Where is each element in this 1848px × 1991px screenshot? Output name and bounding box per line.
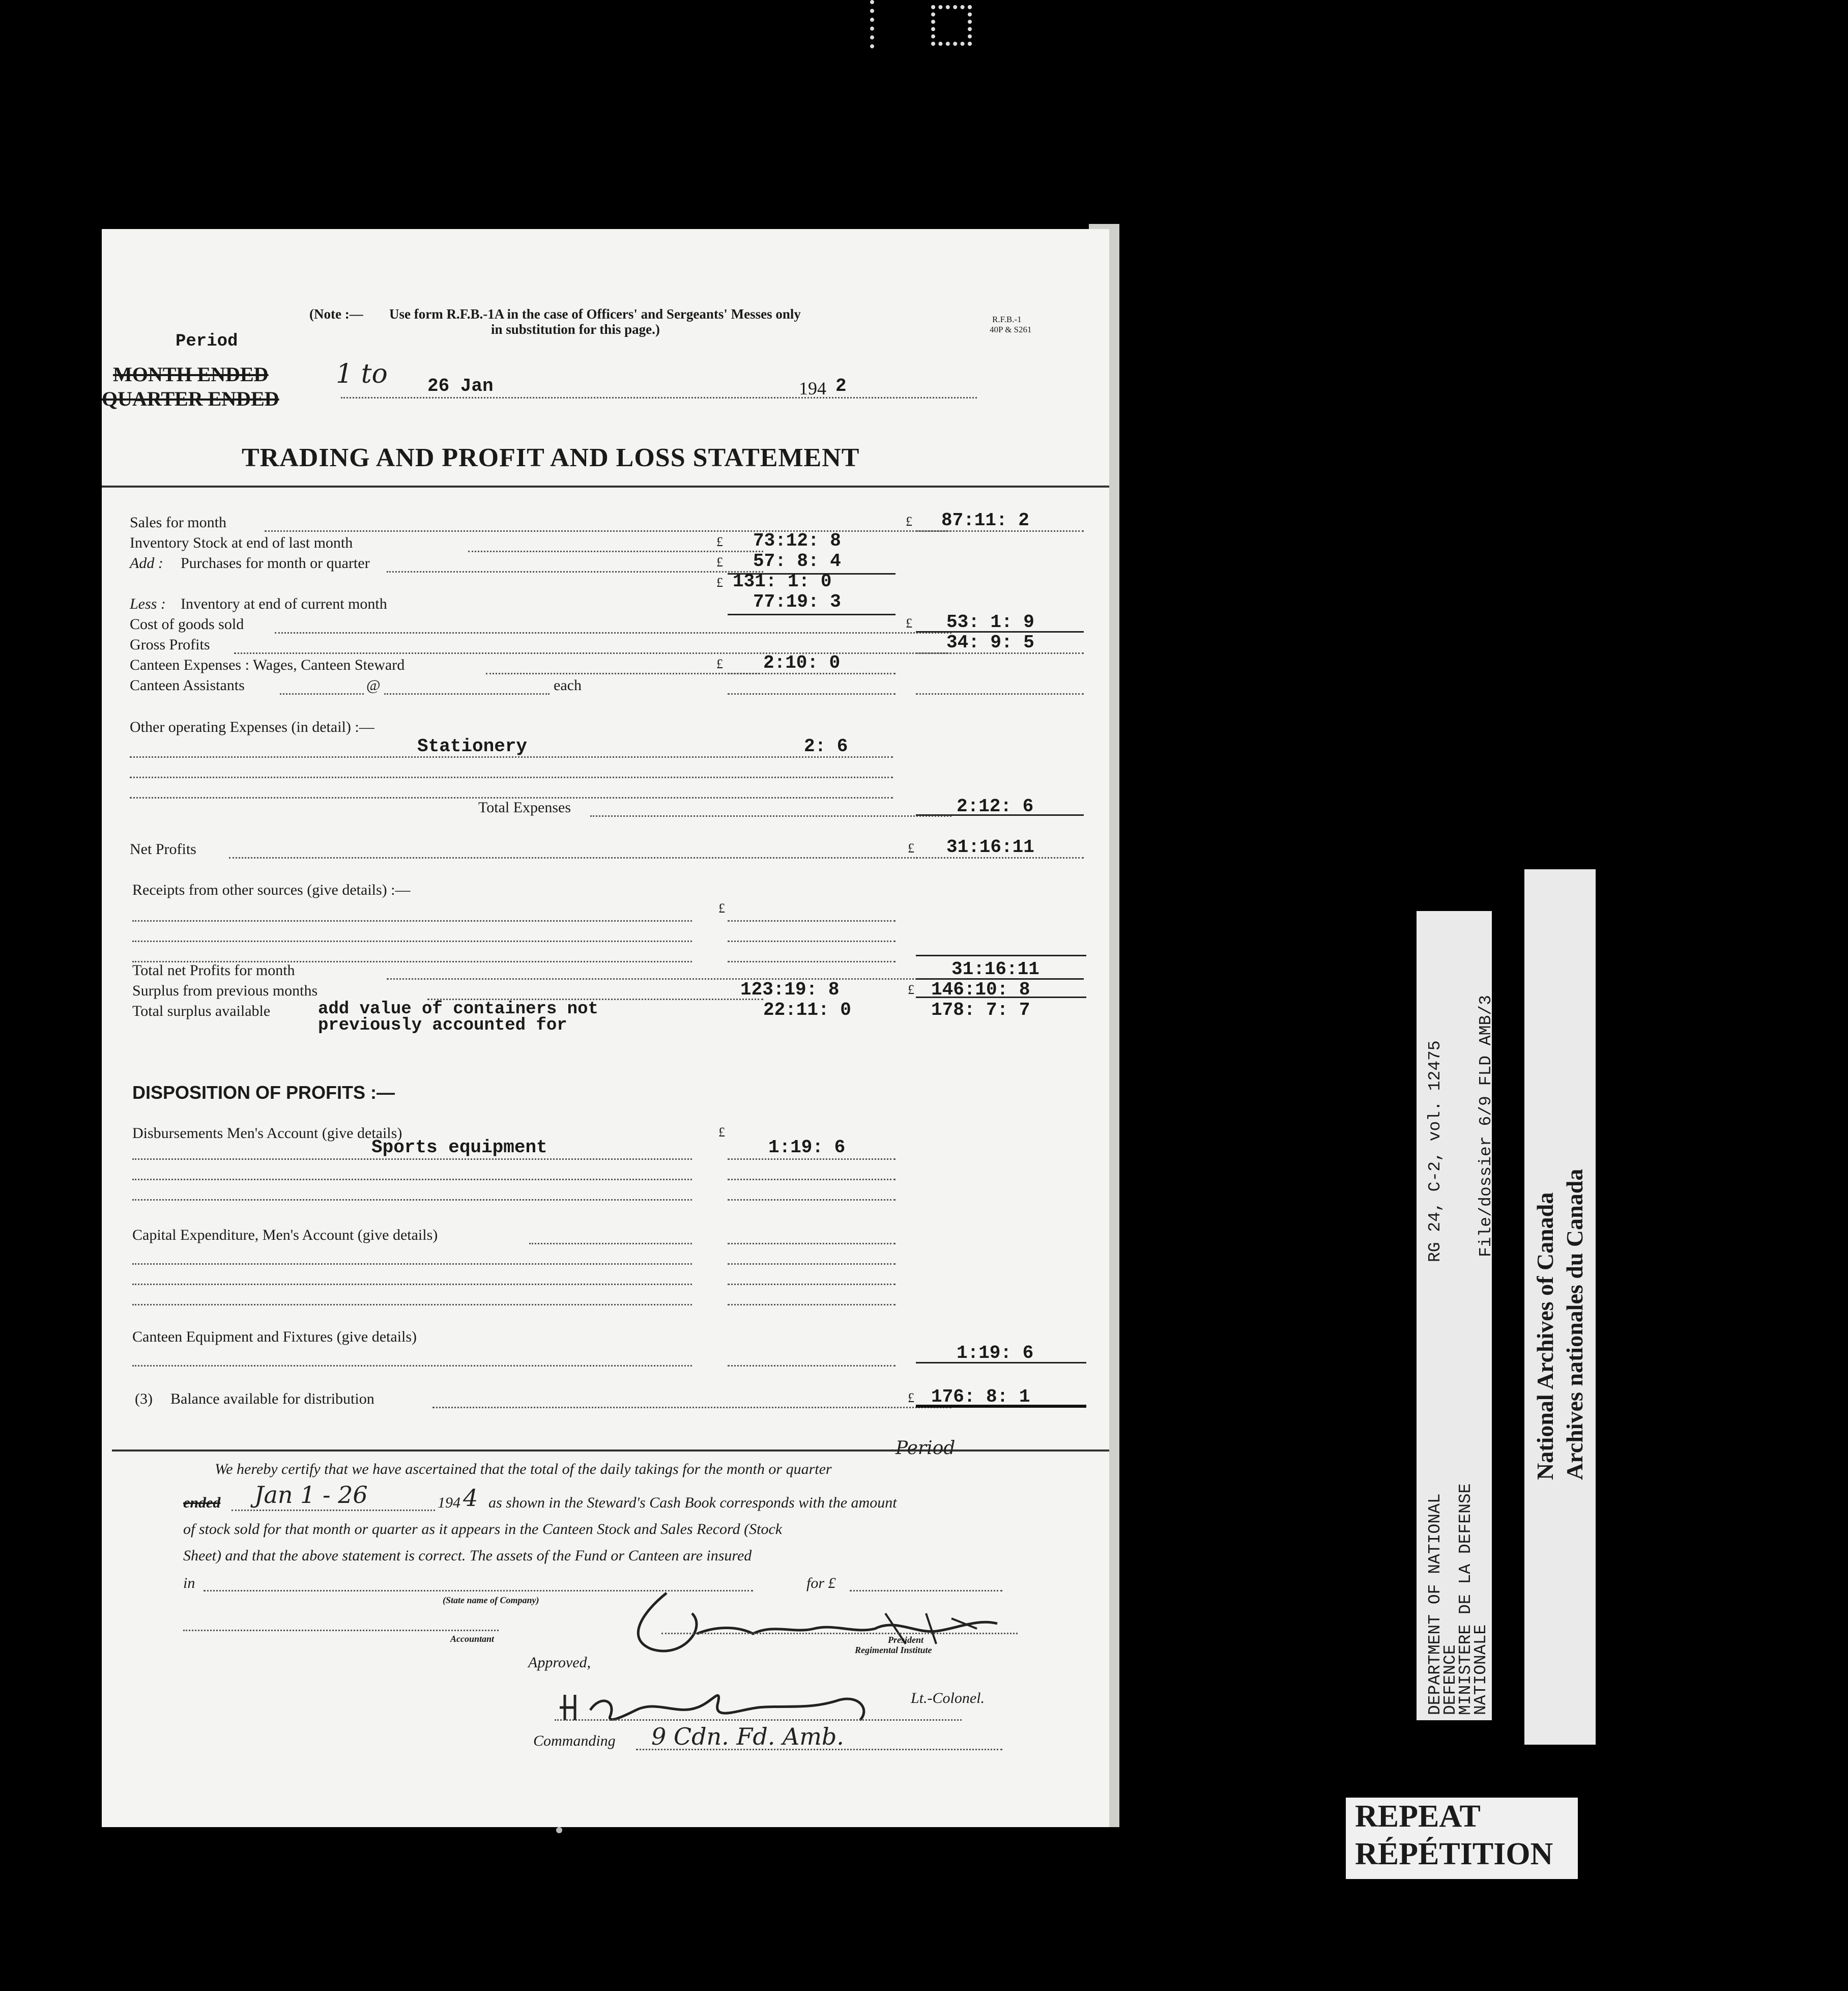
- net-profits-dots: [229, 857, 951, 859]
- total-expenses-amount: 2:12: 6: [957, 796, 1034, 817]
- cert-ended: ended: [183, 1494, 221, 1511]
- disbursements-amount-1: [728, 1158, 896, 1160]
- date-dotted-line: [341, 397, 977, 399]
- dept-line-3: MINISTERE DE LA DEFENSE: [1456, 1483, 1475, 1715]
- inventory-last-dots: [468, 551, 763, 552]
- lt-colonel-label: Lt.-Colonel.: [911, 1690, 985, 1706]
- total-expenses-label: Total Expenses: [478, 799, 571, 816]
- cert-line-3: of stock sold for that month or quarter as it appears in the Canteen Stock and Sales Record (Stock: [183, 1521, 783, 1538]
- month-ended-label: MONTH ENDED: [113, 363, 269, 386]
- receipts-total-rule: [916, 955, 1086, 956]
- total-expenses-dots: [590, 815, 951, 817]
- subtotal-amount: 131: 1: 0: [733, 571, 832, 592]
- canteen-expenses-label: Canteen Expenses : Wages, Canteen Steward: [130, 657, 405, 673]
- gross-profits-dots: [234, 652, 951, 654]
- at-sign: @: [366, 677, 381, 694]
- total-surplus-amount: 178: 7: 7: [931, 1000, 1030, 1020]
- assistants-dots: [280, 693, 364, 695]
- cert-year: 194: [438, 1494, 460, 1511]
- repeat-en: REPEAT: [1355, 1799, 1481, 1834]
- form-code-2: 40P & S261: [990, 325, 1032, 334]
- capital-line-0: [529, 1243, 692, 1244]
- title-rule: [102, 486, 1109, 488]
- other-expenses-label: Other operating Expenses (in detail) :—: [130, 719, 374, 735]
- archive-ref-line-1: RG 24, C-2, vol. 12475: [1426, 1040, 1445, 1262]
- inventory-current-amount: 77:19: 3: [753, 591, 841, 612]
- president-caption-2: Regimental Institute: [855, 1645, 932, 1655]
- receipts-amount-1: [728, 920, 896, 922]
- disbursements-label: Disbursements Men's Account (give details): [132, 1125, 402, 1142]
- period-word: Period: [176, 332, 238, 351]
- president-dots: [661, 1633, 1018, 1634]
- cert-line-1: We hereby certify that we have ascertained that the total of the daily takings for the month or quarter: [215, 1461, 832, 1477]
- sales-label: Sales for month: [130, 514, 226, 531]
- repeat-fr: RÉPÉTITION: [1355, 1837, 1553, 1871]
- receipts-line-1: [132, 920, 692, 922]
- frame-mark: [931, 5, 972, 46]
- pound-sign: £: [718, 1125, 725, 1140]
- equipment-amount: 1:19: 6: [957, 1343, 1034, 1363]
- net-profits-amount: 31:16:11: [946, 837, 1034, 858]
- pound-sign: £: [716, 575, 723, 590]
- balance-rule: [916, 1405, 1086, 1408]
- commanding-label: Commanding: [533, 1732, 616, 1749]
- archives-name-en: National Archives of Canada: [1532, 1192, 1558, 1480]
- cert-in: in: [183, 1575, 195, 1591]
- surplus-previous-amount: 123:19: 8: [740, 979, 840, 1000]
- receipts-label: Receipts from other sources (give details) :—: [132, 881, 411, 898]
- total-net-profits-amount: 31:16:11: [951, 959, 1040, 980]
- receipts-amount-3: [728, 961, 896, 962]
- balance-number: (3): [135, 1390, 153, 1407]
- president-signature: [621, 1583, 1007, 1659]
- cost-goods-dots: [275, 632, 951, 634]
- equipment-rule: [916, 1362, 1086, 1363]
- cert-for-pound: for £: [806, 1575, 836, 1591]
- cert-handwritten-dates: Jan 1 - 26: [254, 1481, 368, 1509]
- balance-dots: [432, 1407, 951, 1408]
- disbursements-line-3: [132, 1199, 692, 1201]
- assistants-rate-dots: [384, 693, 550, 695]
- pound-sign: £: [716, 657, 723, 671]
- note-line-1: Use form R.F.B.-1A in the case of Officers' and Sergeants' Messes only: [389, 306, 801, 322]
- commanding-officer-signature: [555, 1680, 972, 1725]
- archives-name-fr: Archives nationales du Canada: [1562, 1169, 1587, 1480]
- assistants-amount-dots: [728, 693, 896, 695]
- receipts-amount-2: [728, 941, 896, 942]
- containers-note-2: previously accounted for: [318, 1016, 567, 1035]
- equipment-amount-dots: [728, 1365, 896, 1367]
- canteen-assistants-label: Canteen Assistants: [130, 677, 245, 694]
- pound-sign: £: [908, 982, 914, 997]
- commanding-dots: [555, 1719, 962, 1721]
- canteen-expenses-dots: [486, 673, 763, 674]
- note-line-2: in substitution for this page.): [491, 322, 660, 337]
- statement-page: [102, 229, 1109, 1827]
- pound-sign: £: [716, 555, 723, 570]
- balance-label: Balance available for distribution: [170, 1390, 374, 1407]
- repeat-stamp: [1346, 1798, 1578, 1879]
- capital-amount-2: [728, 1284, 896, 1285]
- note-label: (Note :—: [309, 306, 363, 322]
- stationery-amount: 2: 6: [804, 736, 848, 757]
- archive-reference-strip: [1417, 911, 1495, 1720]
- capital-line-2: [132, 1284, 692, 1285]
- other-expense-line-1: [130, 756, 893, 758]
- cost-goods-label: Cost of goods sold: [130, 616, 244, 633]
- accountant-caption: Accountant: [450, 1634, 495, 1644]
- disbursements-amount-2: [728, 1179, 896, 1180]
- statement-title: TRADING AND PROFIT AND LOSS STATEMENT: [242, 443, 860, 472]
- punch-hole: [556, 1827, 562, 1833]
- capital-amount-0: [728, 1243, 896, 1244]
- purchases-label: Purchases for month or quarter: [181, 555, 370, 572]
- cert-line-4: Sheet) and that the above statement is correct. The assets of the Fund or Canteen are insured: [183, 1547, 752, 1564]
- pound-sign: £: [908, 841, 914, 856]
- containers-note-1: add value of containers not: [318, 1000, 598, 1019]
- sales-amount-dots: [916, 530, 1084, 532]
- pound-sign: £: [906, 616, 912, 631]
- total-net-profits-label: Total net Profits for month: [132, 962, 295, 979]
- sports-item: Sports equipment: [371, 1137, 547, 1158]
- capital-amount-1: [728, 1263, 896, 1265]
- frame-mark: [870, 0, 889, 48]
- archive-ref-line-2: File/dossier 6/9 FLD AMB/3: [1477, 995, 1495, 1257]
- gross-profits-amount-dots: [916, 652, 1084, 654]
- inventory-current-label: Inventory at end of current month: [181, 595, 387, 612]
- less-label: Less :: [130, 595, 166, 612]
- period-handwriting: 1 to: [336, 359, 388, 389]
- net-profits-amount-dots: [916, 857, 1084, 859]
- add-label: Add :: [130, 555, 163, 572]
- gross-profits-label: Gross Profits: [130, 636, 210, 653]
- unit-handwritten: 9 Cdn. Fd. Amb.: [651, 1723, 844, 1750]
- disbursements-amount-3: [728, 1199, 896, 1201]
- capital-label: Capital Expenditure, Men's Account (give details): [132, 1227, 438, 1243]
- accountant-dots: [183, 1630, 499, 1631]
- certificate-rule: [112, 1449, 1109, 1452]
- capital-line-1: [132, 1263, 692, 1265]
- inventory-last-amount: 73:12: 8: [753, 530, 841, 551]
- year-prefix: 194: [799, 378, 826, 399]
- year-digit: 2: [835, 376, 847, 396]
- other-expense-line-3: [130, 797, 893, 799]
- stationery-item: Stationery: [417, 736, 528, 757]
- sales-amount: 87:11: 2: [941, 510, 1029, 531]
- national-archives-strip: [1524, 869, 1596, 1745]
- dept-line-1: DEPARTMENT OF NATIONAL: [1426, 1493, 1445, 1715]
- pound-sign: £: [908, 1390, 914, 1405]
- sales-dots: [265, 530, 951, 532]
- cost-goods-amount: 53: 1: 9: [946, 612, 1034, 633]
- dept-line-4: NATIONALE: [1471, 1624, 1490, 1715]
- cert-date-dots: [232, 1510, 435, 1511]
- containers-amount: 22:11: 0: [763, 1000, 851, 1020]
- form-code: R.F.B.-1: [992, 315, 1022, 324]
- surplus-total-amount: 146:10: 8: [931, 979, 1030, 1000]
- dept-line-2: DEFENCE: [1441, 1644, 1460, 1715]
- wages-amount-dots: [728, 673, 896, 674]
- inventory-current-rule: [728, 614, 896, 615]
- balance-amount: 176: 8: 1: [931, 1386, 1030, 1407]
- sports-amount: 1:19: 6: [768, 1137, 846, 1158]
- pound-sign: £: [716, 534, 723, 549]
- total-expenses-rule: [916, 814, 1084, 816]
- receipts-line-2: [132, 941, 692, 942]
- gross-profits-amount: 34: 9: 5: [946, 632, 1034, 653]
- other-expense-line-2: [130, 777, 893, 778]
- total-surplus-label: Total surplus available: [132, 1003, 271, 1019]
- surplus-previous-label: Surplus from previous months: [132, 982, 318, 999]
- total-net-profits-dots: [387, 978, 951, 980]
- inventory-last-label: Inventory Stock at end of last month: [130, 534, 353, 551]
- capital-line-3: [132, 1304, 692, 1305]
- cert-line-2: as shown in the Steward's Cash Book corresponds with the amount: [488, 1494, 897, 1511]
- period-date: 26 Jan: [427, 376, 494, 396]
- equipment-label: Canteen Equipment and Fixtures (give details): [132, 1328, 417, 1345]
- net-profits-label: Net Profits: [130, 841, 196, 858]
- surplus-total-rule: [916, 997, 1086, 998]
- purchases-dots: [387, 571, 763, 573]
- wages-amount: 2:10: 0: [763, 652, 841, 673]
- pound-sign: £: [906, 514, 912, 529]
- disbursements-line-2: [132, 1179, 692, 1180]
- approved-label: Approved,: [528, 1654, 591, 1671]
- cert-company-caption: (State name of Company): [443, 1595, 539, 1605]
- capital-amount-3: [728, 1304, 896, 1305]
- assistants-total-dots: [916, 693, 1084, 695]
- pound-sign: £: [718, 901, 725, 916]
- each-label: each: [554, 677, 582, 694]
- purchases-amount: 57: 8: 4: [753, 551, 841, 572]
- cert-year-handwritten: 4: [463, 1484, 478, 1512]
- president-caption-1: President: [888, 1635, 923, 1645]
- cert-handwritten-period: Period: [896, 1438, 956, 1459]
- disbursements-line-1: [132, 1158, 692, 1160]
- quarter-ended-label: QUARTER ENDED: [102, 387, 279, 410]
- equipment-line-1: [132, 1365, 692, 1367]
- disposition-heading: DISPOSITION OF PROFITS :—: [132, 1082, 395, 1103]
